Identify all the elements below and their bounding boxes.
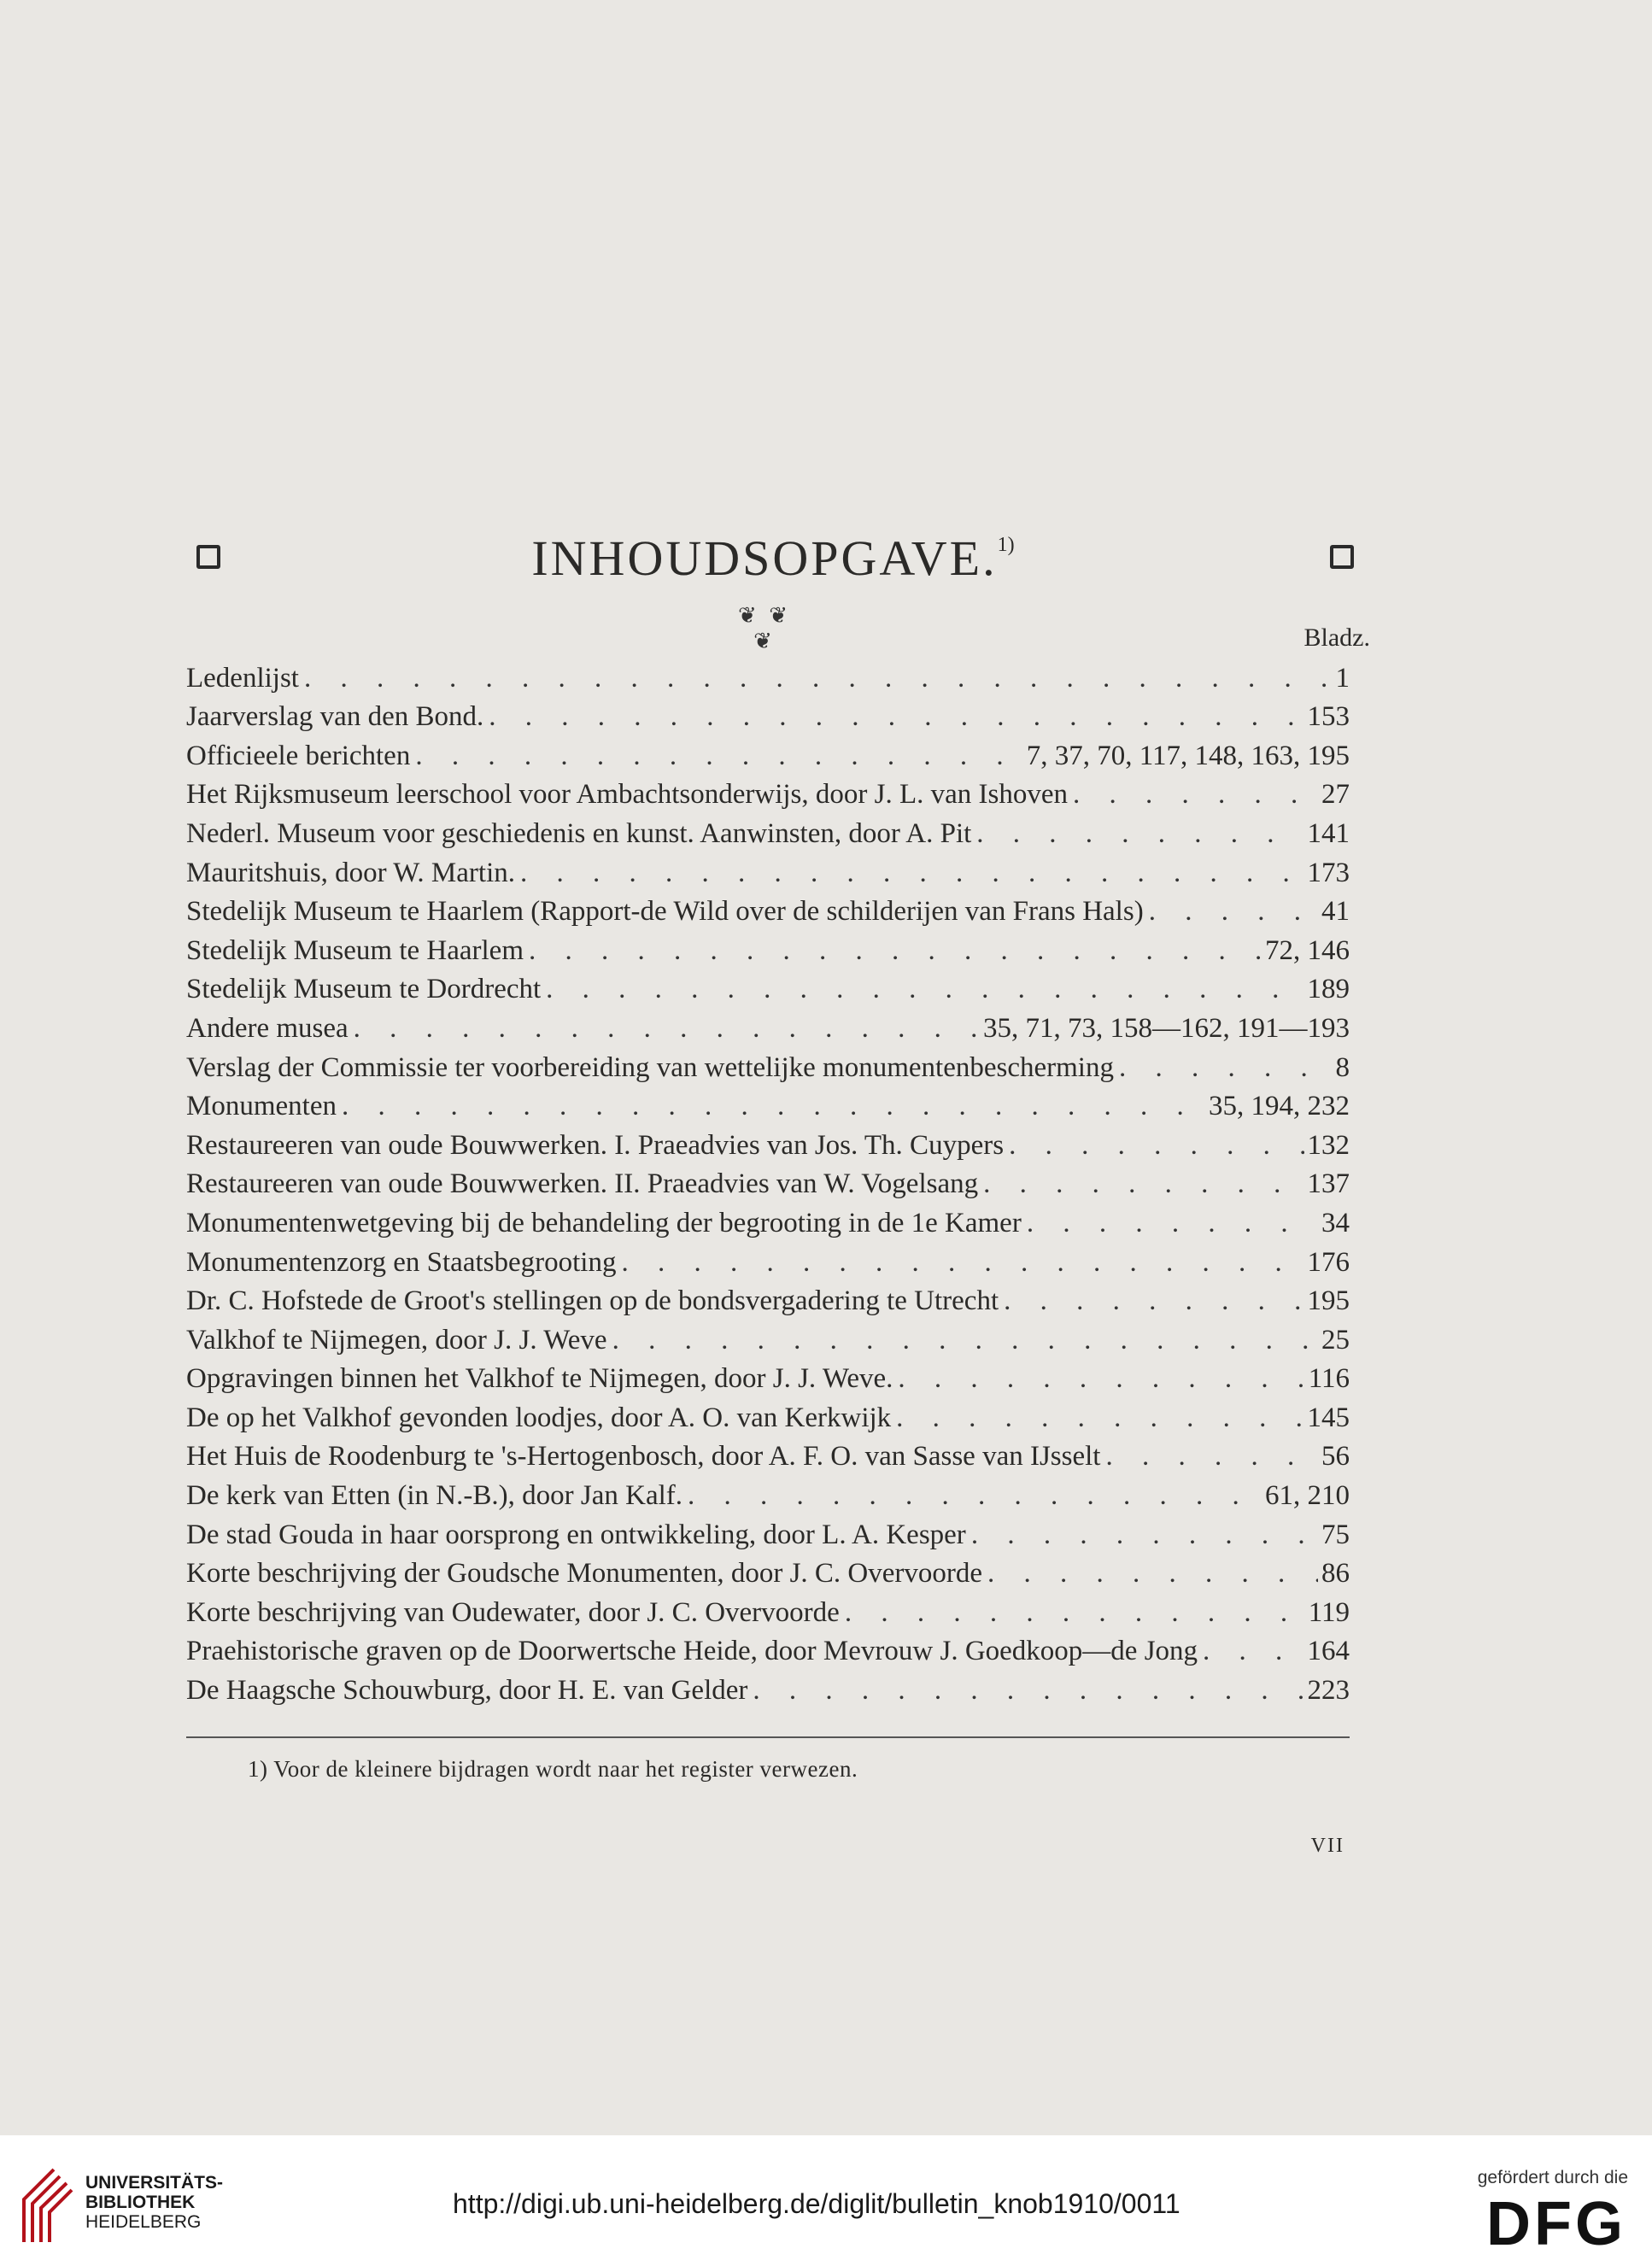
toc-entry xyxy=(186,1473,1350,1513)
toc-entry xyxy=(186,1357,1350,1396)
toc-entry-title: Monumentenwetgeving bij de behandeling der begrooting in de 1e Kamer xyxy=(186,1207,1022,1238)
toc-entry xyxy=(186,1668,1350,1707)
dot-leader xyxy=(845,1596,1305,1630)
toc-entry-title: Andere musea xyxy=(186,1012,349,1044)
toc-entry-pages: 86 xyxy=(1321,1558,1350,1590)
toc-entry-pages: 176 xyxy=(1307,1246,1350,1278)
toc-entry xyxy=(186,1240,1350,1279)
toc-entry xyxy=(186,1396,1350,1435)
toc-entry xyxy=(186,1435,1350,1474)
footnote-divider xyxy=(186,1736,1350,1738)
table-of-contents xyxy=(186,656,1350,1707)
dot-leader xyxy=(1149,894,1318,928)
toc-entry-pages: 72, 146 xyxy=(1265,934,1350,966)
dot-leader xyxy=(612,1323,1318,1357)
dot-leader xyxy=(546,972,1303,1006)
dot-leader xyxy=(971,1518,1318,1552)
toc-entry-title: Stedelijk Museum te Haarlem xyxy=(186,934,524,966)
toc-entry xyxy=(186,1201,1350,1240)
dot-leader xyxy=(976,817,1303,851)
dot-leader xyxy=(983,1167,1303,1201)
toc-entry xyxy=(186,968,1350,1007)
dot-leader xyxy=(1004,1284,1303,1318)
funding-caption: gefördert durch die xyxy=(1477,2168,1628,2187)
toc-entry-pages: 195 xyxy=(1307,1285,1350,1317)
dot-leader xyxy=(304,661,1333,695)
toc-entry-pages: 34 xyxy=(1321,1207,1350,1238)
dot-leader xyxy=(621,1245,1303,1279)
toc-entry-pages: 119 xyxy=(1308,1596,1350,1628)
toc-entry-pages: 8 xyxy=(1335,1051,1350,1083)
heading-row xyxy=(192,530,1354,589)
toc-entry xyxy=(186,1318,1350,1357)
dot-leader xyxy=(898,1361,1304,1396)
toc-entry-title: Het Huis de Roodenburg te 's-Hertogenbosch, door A. F. O. van Sasse van IJsselt xyxy=(186,1441,1101,1473)
toc-entry-title: De kerk van Etten (in N.-B.), door Jan Kalf. xyxy=(186,1480,682,1512)
toc-entry-title: Monumentenzorg en Staatsbegrooting xyxy=(186,1246,617,1278)
toc-entry-title: Opgravingen binnen het Valkhof te Nijmegen, door J. J. Weve. xyxy=(186,1363,893,1395)
dot-leader xyxy=(342,1089,1205,1123)
dot-leader xyxy=(1119,1051,1333,1085)
square-ornament-icon xyxy=(1330,545,1354,569)
toc-entry-title: Nederl. Museum voor geschiedenis en kunst. Aanwinsten, door A. Pit xyxy=(186,817,972,849)
toc-entry xyxy=(186,1045,1350,1085)
dot-leader xyxy=(987,1556,1318,1590)
dfg-logo: DFG xyxy=(1486,2190,1626,2258)
toc-entry-pages: 35, 194, 232 xyxy=(1209,1091,1350,1122)
toc-entry-pages: 141 xyxy=(1307,817,1350,849)
toc-entry-pages: 75 xyxy=(1321,1519,1350,1550)
toc-entry-title: Restaureeren van oude Bouwwerken. I. Praeadvies van Jos. Th. Cuypers xyxy=(186,1129,1005,1161)
toc-entry-title: Het Rijksmuseum leerschool voor Ambachtsonderwijs, door J. L. van Ishoven xyxy=(186,779,1069,811)
toc-entry-title: De stad Gouda in haar oorsprong en ontwikkeling, door L. A. Kesper xyxy=(186,1519,966,1550)
toc-entry-pages: 7, 37, 70, 117, 148, 163, 195 xyxy=(1026,740,1350,771)
dot-leader xyxy=(415,739,1022,773)
toc-entry xyxy=(186,1279,1350,1319)
page-number: VII xyxy=(1310,1835,1344,1857)
dot-leader xyxy=(1203,1634,1303,1668)
dot-leader xyxy=(896,1401,1303,1435)
library-logo-icon xyxy=(15,2161,75,2246)
toc-entry-title: Valkhof te Nijmegen, door J. J. Weve xyxy=(186,1324,607,1356)
toc-entry xyxy=(186,1162,1350,1202)
toc-entry xyxy=(186,1085,1350,1124)
dot-leader xyxy=(489,700,1303,734)
toc-entry xyxy=(186,773,1350,812)
toc-entry xyxy=(186,811,1350,851)
toc-entry-title: Mauritshuis, door W. Martin. xyxy=(186,857,515,888)
toc-entry xyxy=(186,1513,1350,1552)
toc-entry-title: Verslag der Commissie ter voorbereiding van wettelijke monumentenbescherming xyxy=(186,1051,1114,1083)
toc-entry xyxy=(186,1006,1350,1045)
toc-entry xyxy=(186,1123,1350,1162)
toc-entry-pages: 61, 210 xyxy=(1265,1480,1350,1512)
toc-entry-pages: 153 xyxy=(1307,701,1350,733)
toc-entry-title: Ledenlijst xyxy=(186,662,299,694)
toc-entry-title: Korte beschrijving van Oudewater, door J. C. Overvoorde xyxy=(186,1596,840,1628)
page-title: INHOUDSOPGAVE.$^{1)}$ xyxy=(531,530,1015,586)
toc-entry-title: Officieele berichten xyxy=(186,740,411,771)
toc-entry-pages: 116 xyxy=(1308,1363,1350,1395)
fleuron-ornament: ❦ ❦ ❦ xyxy=(737,603,792,653)
dot-leader xyxy=(520,856,1304,890)
toc-entry-title: Jaarverslag van den Bond. xyxy=(186,701,484,733)
toc-entry-title: Monumenten xyxy=(186,1091,337,1122)
toc-entry xyxy=(186,695,1350,735)
dot-leader xyxy=(1027,1206,1318,1240)
toc-entry-title: Dr. C. Hofstede de Groot's stellingen op de bondsvergadering te Utrecht xyxy=(186,1285,999,1317)
dot-leader xyxy=(529,934,1262,968)
toc-entry-title: Stedelijk Museum te Haarlem (Rapport-de Wild over de schilderijen van Frans Hals) xyxy=(186,896,1144,928)
toc-entry-title: Stedelijk Museum te Dordrecht xyxy=(186,974,542,1005)
source-url-link[interactable]: http://digi.ub.uni-heidelberg.de/diglit/bulletin_knob1910/0011 xyxy=(453,2188,1180,2219)
dot-leader xyxy=(1105,1439,1318,1473)
dot-leader xyxy=(688,1478,1262,1513)
toc-entry xyxy=(186,851,1350,890)
library-name: UNIVERSITÄTS- BIBLIOTHEK HEIDELBERG xyxy=(85,2173,224,2232)
toc-entry-pages: 41 xyxy=(1321,896,1350,928)
toc-entry xyxy=(186,890,1350,929)
dot-leader xyxy=(354,1011,980,1045)
toc-entry xyxy=(186,1630,1350,1669)
toc-entry-pages: 56 xyxy=(1321,1441,1350,1473)
toc-entry xyxy=(186,734,1350,773)
footnote: 1) Voor de kleinere bijdragen wordt naar het register verwezen. xyxy=(248,1756,858,1782)
toc-entry-pages: 137 xyxy=(1307,1168,1350,1200)
page-column-label: Bladz. xyxy=(1303,624,1370,652)
toc-entry xyxy=(186,928,1350,968)
digitization-footer xyxy=(0,2135,1652,2266)
toc-entry xyxy=(186,1590,1350,1630)
dot-leader xyxy=(753,1673,1303,1707)
toc-entry-title: Praehistorische graven op de Doorwertsche Heide, door Mevrouw J. Goedkoop—de Jong xyxy=(186,1636,1198,1667)
toc-entry-pages: 189 xyxy=(1307,974,1350,1005)
footnote-mark: 1) xyxy=(997,534,1015,556)
toc-entry-pages: 1 xyxy=(1335,662,1350,694)
toc-entry-title: De op het Valkhof gevonden loodjes, door A. O. van Kerkwijk xyxy=(186,1402,892,1433)
toc-entry-pages: 132 xyxy=(1307,1129,1350,1161)
toc-entry-pages: 145 xyxy=(1307,1402,1350,1433)
toc-entry-pages: 173 xyxy=(1307,857,1350,888)
dot-leader xyxy=(1009,1128,1303,1162)
toc-entry-pages: 223 xyxy=(1307,1675,1350,1707)
toc-entry-pages: 27 xyxy=(1321,779,1350,811)
toc-entry xyxy=(186,1552,1350,1591)
toc-entry-title: Korte beschrijving der Goudsche Monumenten, door J. C. Overvoorde xyxy=(186,1558,983,1590)
toc-entry-title: Restaureeren van oude Bouwwerken. II. Praeadvies van W. Vogelsang xyxy=(186,1168,979,1200)
toc-entry-title: De Haagsche Schouwburg, door H. E. van Gelder xyxy=(186,1675,748,1707)
toc-entry-pages: 35, 71, 73, 158—162, 191—193 xyxy=(983,1012,1350,1044)
dot-leader xyxy=(1073,777,1318,811)
toc-entry xyxy=(186,656,1350,695)
toc-entry-pages: 164 xyxy=(1307,1636,1350,1667)
toc-entry-pages: 25 xyxy=(1321,1324,1350,1356)
